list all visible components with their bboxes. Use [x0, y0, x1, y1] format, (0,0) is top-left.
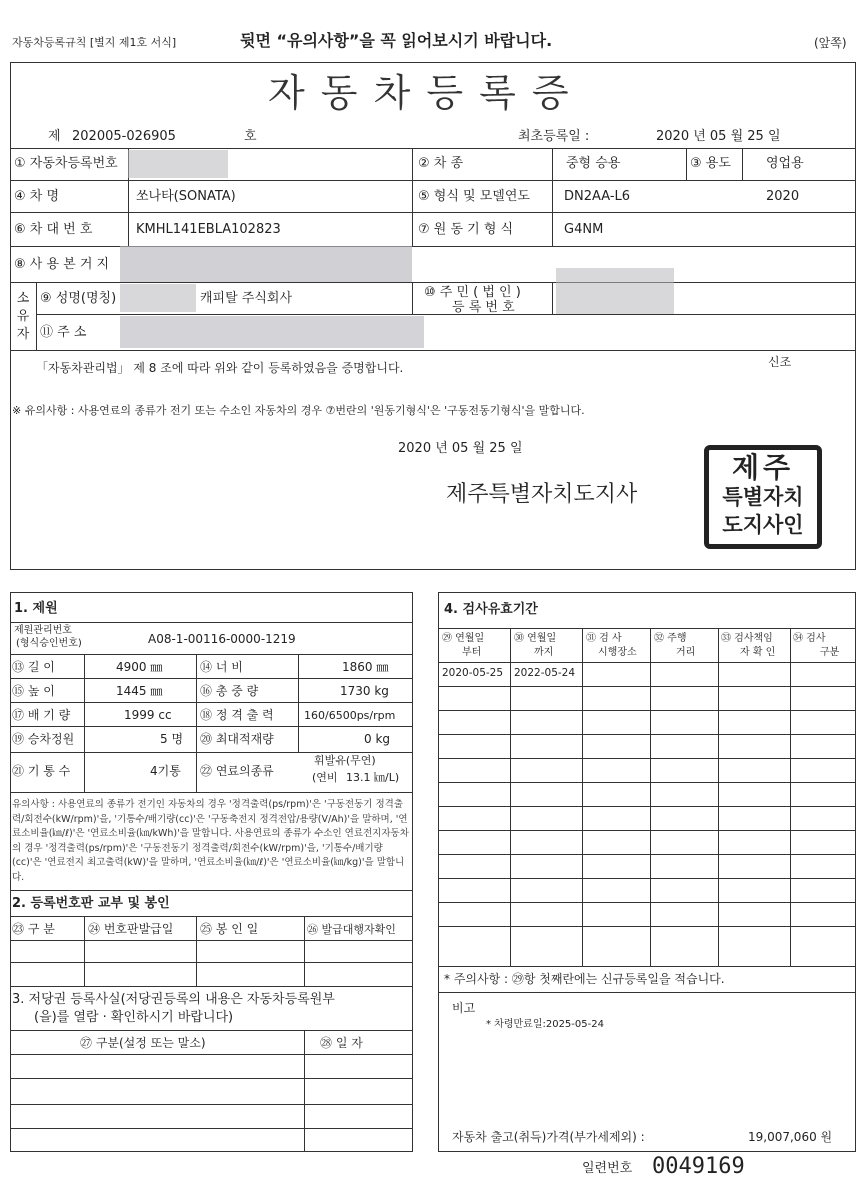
owner-side-label: 소유자 [16, 291, 30, 342]
redacted-reg-number [128, 150, 228, 178]
lien-title-1: 3. 저당권 등록사실(저당권등록의 내용은 자동차등록원부 [12, 992, 335, 1007]
power-label: ⑱ 정 격 출 력 [200, 708, 274, 722]
weight-label: ⑯ 총 중 량 [200, 684, 259, 698]
owner-id-label-2: 등 록 번 호 [452, 300, 515, 315]
engine-label: ⑦ 원 동 기 형 식 [418, 222, 514, 237]
insp-col-mileage-1: ㉜ 주행 [654, 633, 687, 644]
approval-label-1: 제원관리번호 [14, 625, 72, 636]
certify-text: 「자동차관리법」 제 8 조에 따라 위와 같이 등록하였음을 증명합니다. [36, 361, 404, 375]
max-load-label: ⑳ 최대적재량 [200, 732, 274, 746]
vin-label: ⑥ 차 대 번 호 [14, 222, 93, 237]
redacted-owner-name [120, 284, 196, 312]
cert-number: 202005-026905 [72, 129, 176, 144]
owner-name-label: ⑨ 성명(명칭) [40, 291, 117, 306]
seats-label: ⑲ 승차정원 [12, 732, 75, 746]
cert-number-label: 제 [48, 129, 61, 144]
displacement-label: ⑰ 배 기 량 [12, 708, 71, 722]
reg-number-label: ① 자동차등록번호 [14, 156, 118, 171]
usage-label: ③ 용도 [690, 156, 731, 171]
specs-title: 1. 제원 [14, 601, 58, 616]
lien-col-date: ㉘ 일 자 [320, 1036, 363, 1050]
owner-address-label: ⑪ 주 소 [40, 325, 87, 340]
displacement-value: 1999 cc [124, 708, 172, 722]
specs-note: 유의사항 : 사용연료의 종류가 전기인 자동차의 경우 '정격출력(ps/rpm)'은 '구동전동기 정격출력/회전수(kW/rpm)'을, '기통수/배기량(cc)'은 '구동축전지 정격전압/용량(V/Ah)'을 말하며, '연료소비율(㎞/ℓ)'은 '연료소비율(㎞/kWh)'을 말합니다. 사용연료의 종류가 수소인 연료전지자동차의 경우 '정격출력(ps/rpm)'은 '구동전동기 정격출력/회전수(kW/rpm)'을, '기통수/배기량(cc)'은 '연료전지 최고출력(kW)'을 말하며, '연료소비율(㎞/ℓ)'은 '연료소비율(㎞/kg)'을 말합니다. [12, 799, 409, 883]
redacted-garage [120, 246, 412, 282]
owner-id-label-1: ⑩ 주 민 ( 법 인 ) [424, 285, 521, 300]
approval-label-2: (형식승인번호) [16, 638, 82, 649]
inspection-title: 4. 검사유효기간 [444, 602, 538, 617]
plate-col-issue-date: ㉔ 번호판발급일 [88, 922, 174, 936]
insp-col-from-1: ㉙ 연월일 [442, 633, 485, 644]
insp-col-from-2: 부터 [462, 647, 482, 658]
insp-col-inspector-2: 자 확 인 [740, 647, 776, 658]
insp-col-place-2: 시행장소 [598, 647, 637, 658]
plate-col-category: ㉓ 구 분 [12, 922, 55, 936]
first-reg-date: 2020 년 05 월 25 일 [656, 129, 781, 144]
insp-row1-to: 2022-05-24 [514, 667, 576, 679]
lien-title-2: (을)를 열람 · 확인하시기 바랍니다) [34, 1010, 234, 1025]
redacted-owner-address [120, 316, 424, 348]
vin-value: KMHL141EBLA102823 [136, 222, 281, 237]
seal-line-1: 제주 [731, 451, 795, 484]
remarks-label: 비고 [452, 1001, 476, 1015]
insp-col-type-2: 구분 [820, 647, 840, 658]
first-reg-label: 최초등록일 : [518, 129, 590, 144]
usage-value: 영업용 [766, 156, 804, 171]
plate-col-agent: ㉖ 발급대행자확인 [307, 923, 396, 936]
model-year: 2020 [766, 189, 800, 204]
vehicle-type-label: ② 차 종 [418, 156, 464, 171]
insp-col-to-1: ㉚ 연월일 [514, 633, 557, 644]
garage-label: ⑧ 사 용 본 거 지 [14, 257, 110, 272]
owner-name-value: 캐피탈 주식회사 [200, 291, 293, 306]
serial-label: 일련번호 [582, 1161, 633, 1176]
plate-col-seal-date: ㉕ 봉 인 일 [200, 922, 259, 936]
height-label: ⑮ 높 이 [12, 684, 55, 698]
approval-value: A08-1-00116-0000-1219 [148, 632, 296, 646]
insp-col-to-2: 까지 [534, 647, 554, 658]
cylinders-value: 4기통 [150, 764, 181, 778]
insp-col-mileage-2: 거리 [676, 647, 696, 658]
form-reference: 자동차등록규칙 [별지 제1호 서식] [12, 36, 177, 49]
car-name-value: 쏘나타(SONATA) [136, 189, 236, 204]
height-value: 1445 ㎜ [116, 684, 163, 698]
model-label: ⑤ 형식 및 모델연도 [418, 189, 530, 204]
cert-number-suffix: 호 [244, 129, 257, 144]
document-title: 자 동 차 등 록 증 [268, 71, 571, 115]
price-label: 자동차 출고(취득)가격(부가세제외) : [452, 1130, 645, 1144]
insp-col-type-1: ㉞ 검사 [793, 633, 826, 644]
engine-value: G4NM [564, 222, 604, 237]
inspection-caution: * 주의사항 : ㉙항 첫째란에는 신규등록일을 적습니다. [444, 972, 725, 986]
seal-line-2: 특별자치 [722, 485, 804, 509]
seats-value: 5 명 [160, 732, 184, 746]
redacted-owner-id [556, 268, 674, 314]
certify-note: 신조 [768, 355, 792, 369]
fuel-label: ㉒ 연료의종류 [200, 764, 274, 778]
plate-title: 2. 등록번호판 교부 및 봉인 [12, 896, 170, 911]
page-side: (앞쪽) [814, 36, 847, 50]
efficiency-value: 13.1 ㎞/L) [346, 771, 400, 784]
fuel-value: 휘발유(무연) [314, 754, 376, 767]
price-value: 19,007,060 원 [748, 1130, 833, 1144]
notice-text: 뒷면 “유의사항”을 꼭 읽어보시기 바랍니다. [240, 31, 553, 50]
insp-row1-from: 2020-05-25 [442, 667, 504, 679]
insp-col-place-1: ㉛ 검 사 [586, 633, 622, 644]
seal-line-3: 도지사인 [722, 513, 804, 537]
width-value: 1860 ㎜ [342, 660, 389, 674]
caution-text: ※ 유의사항 : 사용연료의 종류가 전기 또는 수소인 자동차의 경우 ⑦번란의 '원동기형식'은 '구동전동기형식'을 말합니다. [12, 404, 585, 417]
power-value: 160/6500ps/rpm [304, 709, 396, 722]
length-label: ⑬ 길 이 [12, 660, 55, 674]
model-value: DN2AA-L6 [564, 189, 631, 204]
width-label: ⑭ 너 비 [200, 660, 243, 674]
serial-number: 0049169 [652, 1154, 745, 1179]
cylinders-label: ㉑ 기 통 수 [12, 764, 71, 778]
insp-col-inspector-1: ㉝ 검사책임 [721, 633, 773, 644]
weight-value: 1730 kg [340, 684, 389, 698]
remarks-item: * 차령만료일:2025-05-24 [486, 1019, 604, 1030]
max-load-value: 0 kg [364, 732, 391, 746]
issuer-name: 제주특별자치도지사 [446, 482, 638, 507]
efficiency-label: (연비 [312, 771, 338, 784]
car-name-label: ④ 차 명 [14, 189, 60, 204]
official-seal [704, 445, 822, 549]
issue-date: 2020 년 05 월 25 일 [398, 441, 523, 456]
lien-col-type: ㉗ 구분(설정 또는 말소) [80, 1036, 206, 1050]
vehicle-type-value: 중형 승용 [566, 156, 621, 171]
length-value: 4900 ㎜ [116, 660, 163, 674]
